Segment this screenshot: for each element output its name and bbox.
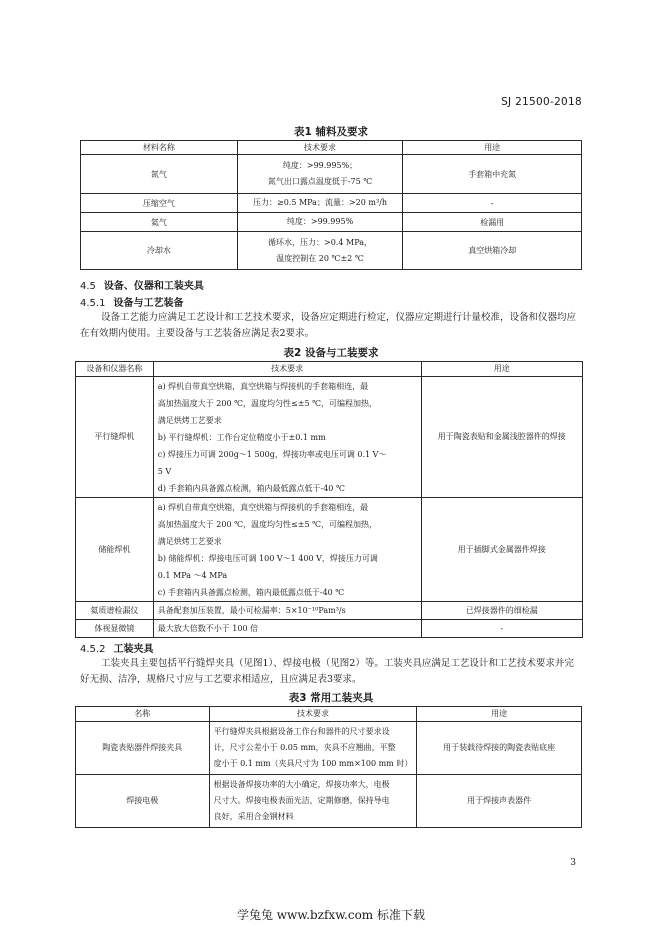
- req-line: 平行缝焊夹具根据设备工作台和器件的尺寸要求设: [213, 727, 390, 736]
- table-row: [81, 232, 582, 270]
- req-line: 高加热温度大于 200 ℃，温度均匀性≤±5 ℃，可编程加热，: [157, 398, 378, 408]
- table2: [75, 361, 583, 638]
- table3-cell-name: 焊接电极: [76, 775, 210, 828]
- table-row: [81, 155, 582, 194]
- table3-cell-name: 陶瓷表贴器件焊接夹具: [76, 722, 210, 775]
- table1-cell-name: 冷却水: [81, 232, 238, 270]
- section-4-5-2-heading: [80, 640, 153, 655]
- table2-cell-use: -: [421, 620, 582, 638]
- req-line: 根据设备焊接功率的大小确定，焊接功率大，电极: [213, 780, 390, 789]
- section-number: 4.5.2: [80, 644, 106, 655]
- table-row: [81, 213, 582, 232]
- table2-col-use: 用途: [421, 362, 582, 377]
- req-line: 具备配套加压装置，最小可检漏率：5×10⁻¹⁰Pam³/s: [157, 606, 346, 615]
- section-4-5-heading: [80, 277, 204, 292]
- table1-cell-name: 氮气: [81, 155, 238, 194]
- table3-cell-use: 用于焊接声表器件: [417, 775, 582, 828]
- paragraph-fixtures: 工装夹具主要包括平行缝焊夹具（见图1）、焊接电极（见图2）等。工装夹具应满足工艺设计和工艺技术要求并完好无损、洁净，规格尺寸应与工艺要求相适应，且应满足表3要求。: [80, 658, 574, 685]
- table3-cell-use: 用于装载待焊接的陶瓷表贴底座: [417, 722, 582, 775]
- table2-cell-req: [153, 602, 421, 620]
- table2-col-req: 技术要求: [153, 362, 421, 377]
- table3-cell-req: [209, 722, 417, 775]
- table3-col-req: 技术要求: [209, 707, 417, 722]
- req-line: 纯度：>99.995%: [286, 217, 354, 227]
- table3: [75, 706, 582, 828]
- table1-col-name: 材料名称: [81, 141, 238, 155]
- req-line: b) 储能焊机：焊接电压可调 100 V～1 400 V，焊接压力可调: [157, 553, 378, 563]
- req-line: 压力：≥0.5 MPa；流量：>20 m³/h: [253, 198, 388, 208]
- table-row: [76, 620, 583, 638]
- page-number: 3: [570, 858, 576, 868]
- req-line: c) 焊接压力可调 200g～1 500g，焊接功率或电压可调 0.1 V～: [157, 449, 387, 459]
- table1: [80, 140, 582, 270]
- table1-cell-req: [237, 155, 403, 194]
- table-row: [76, 722, 582, 775]
- req-line: 计，尺寸公差小于 0.05 mm，夹具不应翘曲，平整: [213, 743, 396, 752]
- table3-header-row: [76, 707, 582, 722]
- standard-code: SJ 21500-2018: [501, 96, 582, 108]
- req-line: 5 V: [157, 466, 172, 476]
- req-line: 尺寸大。焊接电极表面光洁，定期修磨，保持导电: [213, 796, 390, 805]
- table2-cell-req: [153, 377, 421, 498]
- table3-caption: 表3 常用工装夹具: [288, 692, 374, 704]
- table2-cell-use: 用于陶瓷表贴和金属浅腔器件的焊接: [421, 377, 582, 498]
- table1-cell-name: 氦气: [81, 213, 238, 232]
- table1-header-row: [81, 141, 582, 155]
- table1-cell-use: 检漏用: [403, 213, 582, 232]
- req-line: c) 手套箱内具备露点检测，箱内最低露点低于-40 ℃: [157, 587, 345, 597]
- table3-col-use: 用途: [417, 707, 582, 722]
- table2-cell-req: [153, 620, 421, 638]
- req-line: b) 平行缝焊机：工作台定位精度小于±0.1 mm: [157, 432, 326, 442]
- req-line: 0.1 MPa ～4 MPa: [157, 570, 228, 580]
- table-row: [76, 498, 583, 602]
- req-line: a) 焊机自带真空烘箱，真空烘箱与焊接机的手套箱相连，最: [157, 502, 369, 512]
- req-line: 度小于 0.1 mm（夹具尺寸为 100 mm×100 mm 时）: [213, 759, 413, 768]
- req-line: 温度控制在 20 ℃±2 ℃: [276, 253, 364, 263]
- section-title: 工装夹具: [113, 644, 154, 655]
- req-line: 高加热温度大于 200 ℃，温度均匀性≤±5 ℃，可编程加热，: [157, 519, 378, 529]
- table2-cell-use: 已焊接器件的细检漏: [421, 602, 582, 620]
- table1-cell-use: 手套箱中充氮: [403, 155, 582, 194]
- req-line: 氮气出口露点温度低于-75 ℃: [267, 177, 373, 187]
- table1-col-use: 用途: [403, 141, 582, 155]
- table1-cell-req: [237, 194, 403, 213]
- req-line: d) 手套箱内具备露点检测，箱内最低露点低于-40 ℃: [157, 483, 345, 493]
- table-row: [76, 377, 583, 498]
- table1-cell-use: -: [403, 194, 582, 213]
- section-title: 设备、仪器和工装夹具: [103, 281, 204, 292]
- footer-watermark: 学兔兔 www.bzfxw.com 标准下载: [236, 908, 426, 922]
- req-line: 良好，采用合金钢材料: [213, 812, 294, 821]
- section-4-5-1-heading: [80, 294, 183, 309]
- table3-cell-req: [209, 775, 417, 828]
- table2-caption: 表2 设备与工装要求: [283, 347, 379, 359]
- table1-cell-req: [237, 232, 403, 270]
- table3-col-name: 名称: [76, 707, 210, 722]
- table2-col-name: 设备和仪器名称: [76, 362, 154, 377]
- req-line: 最大放大倍数不小于 100 倍: [157, 624, 259, 633]
- req-line: a) 焊机自带真空烘箱，真空烘箱与焊接机的手套箱相连，最: [157, 381, 369, 391]
- table2-cell-req: [153, 498, 421, 602]
- paragraph-equipment: 设备工艺能力应满足工艺设计和工艺技术要求，设备应定期进行检定，仪器应定期进行计量校准，设备和仪器均应在有效期内使用。主要设备与工艺装备应满足表2要求。: [80, 312, 577, 339]
- req-line: 满足烘烤工艺要求: [157, 415, 222, 425]
- table1-cell-req: [237, 213, 403, 232]
- table-row: [76, 775, 582, 828]
- section-title: 设备与工艺装备: [113, 298, 184, 309]
- table2-cell-name: 体视显微镜: [76, 620, 154, 638]
- table2-cell-name: 储能焊机: [76, 498, 154, 602]
- table1-caption: 表1 辅料及要求: [294, 126, 368, 138]
- req-line: 纯度：>99.995%；: [282, 161, 358, 171]
- table-row: [81, 194, 582, 213]
- table1-cell-use: 真空烘箱冷却: [403, 232, 582, 270]
- req-line: 满足烘烤工艺要求: [157, 536, 222, 546]
- table-row: [76, 602, 583, 620]
- table2-header-row: [76, 362, 583, 377]
- table2-cell-use: 用于插脚式金属器件焊接: [421, 498, 582, 602]
- req-line: 循环水，压力：>0.4 MPa，: [268, 237, 372, 247]
- table2-cell-name: 平行缝焊机: [76, 377, 154, 498]
- section-number: 4.5.1: [80, 298, 106, 309]
- table2-cell-name: 氦质谱检漏仪: [76, 602, 154, 620]
- table1-cell-name: 压缩空气: [81, 194, 238, 213]
- table1-col-req: 技术要求: [237, 141, 403, 155]
- section-number: 4.5: [80, 281, 96, 292]
